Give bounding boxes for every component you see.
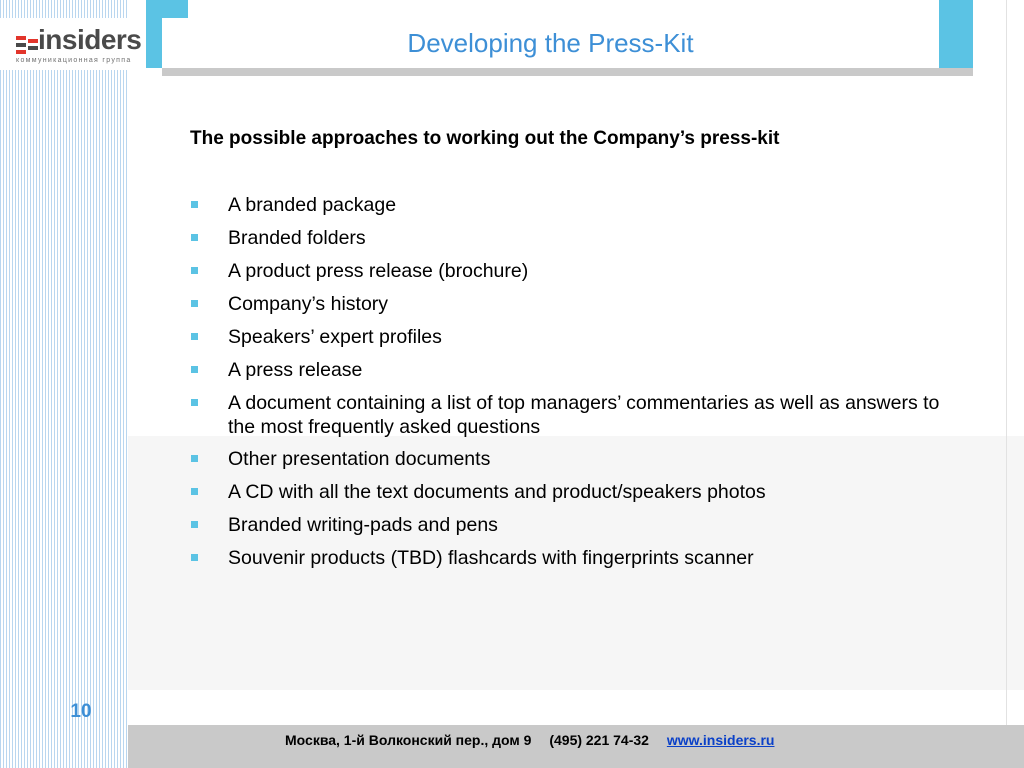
right-edge-line [1006, 0, 1007, 725]
website-link[interactable]: www.insiders.ru [666, 732, 775, 748]
footer-address: Москва, 1-й Волконский пер., дом 9 [285, 732, 532, 748]
title-accent-right [939, 0, 973, 68]
list-item [190, 193, 970, 217]
left-stripe-decoration [0, 0, 132, 768]
list-item-text: A document containing a list of top managers’ commentaries as well as answers to the most frequently asked questions [228, 392, 940, 438]
list-item [190, 325, 970, 349]
logo-subtitle: коммуникационная группа [16, 57, 132, 64]
square-bullet-icon [191, 300, 198, 307]
square-bullet-icon [191, 333, 198, 340]
square-bullet-icon [191, 554, 198, 561]
square-bullet-icon [191, 399, 198, 406]
list-item-text: Company’s history [228, 293, 389, 315]
list-item [190, 358, 970, 382]
slide-title: Developing the Press-Kit [407, 28, 694, 58]
list-item-text: Speakers’ expert profiles [228, 326, 442, 348]
list-item-text: Branded folders [228, 227, 366, 249]
square-bullet-icon [191, 521, 198, 528]
list-item [190, 447, 970, 471]
list-item-text: Souvenir products (TBD) flashcards with fingerprints scanner [228, 547, 754, 569]
square-bullet-icon [191, 234, 198, 241]
list-item [190, 391, 970, 439]
logo-brand: insiders [38, 24, 142, 55]
footer-phone: (495) 221 74-32 [549, 732, 649, 748]
list-item-text: Branded writing-pads and pens [228, 514, 498, 536]
bullet-list [190, 193, 970, 579]
square-bullet-icon [191, 455, 198, 462]
list-item [190, 513, 970, 537]
list-item [190, 259, 970, 283]
list-item-text: A CD with all the text documents and product/speakers photos [228, 481, 766, 503]
square-bullet-icon [191, 366, 198, 373]
list-item-text: A product press release (brochure) [228, 260, 529, 282]
list-item-text: A press release [228, 359, 363, 381]
logo-mark-icon [14, 34, 40, 56]
list-item-text: Other presentation documents [228, 448, 491, 470]
square-bullet-icon [191, 267, 198, 274]
list-item [190, 226, 970, 250]
list-item-text: A branded package [228, 194, 397, 216]
list-item [190, 292, 970, 316]
list-item [190, 480, 970, 504]
page-number: 10 [70, 701, 92, 722]
square-bullet-icon [191, 201, 198, 208]
list-item [190, 546, 970, 570]
square-bullet-icon [191, 488, 198, 495]
footer [285, 732, 774, 748]
slide-heading: The possible approaches to working out the Company’s press-kit [190, 128, 780, 149]
